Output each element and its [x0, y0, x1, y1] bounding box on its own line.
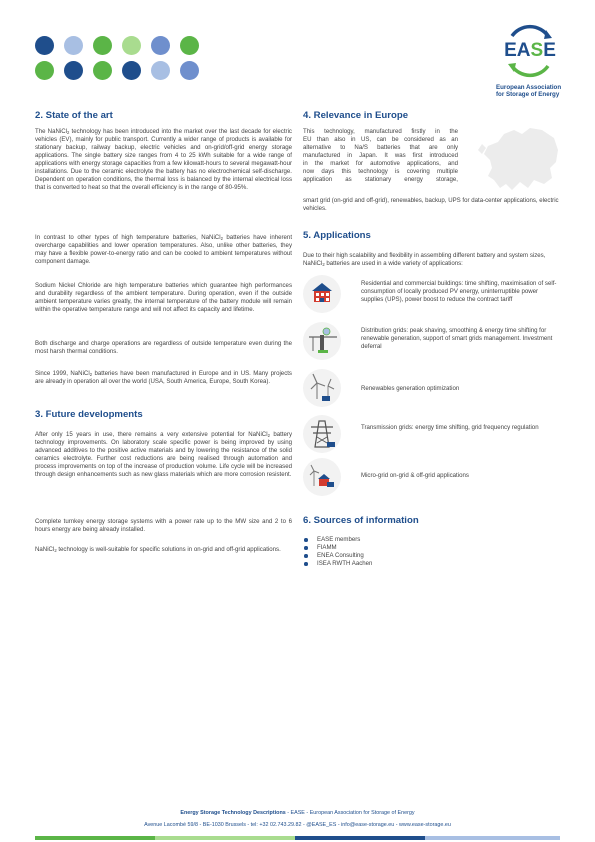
section-title-sources: 6. Sources of information [303, 515, 419, 526]
dot [35, 36, 54, 55]
section-title-future-developments: 3. Future developments [35, 409, 143, 420]
future-paragraph-3: NaNiCl$_2$ technology is well-suitable for specific solutions in on-grid and off-grid applications. [35, 546, 281, 553]
state-paragraph-2: In contrast to other types of high temperature batteries, NaNiCl$_2$ batteries have inherent overcharge capabilities and lower operation temperatures. Also, unlike other batteries, they may have a flexible power-to-energy ratio and can be cooled to ambient temperatures without component damage. [35, 234, 293, 266]
application-text-transmission: Transmission grids: energy time shifting, grid frequency regulation [361, 424, 539, 431]
relevance-line: EU than also in US, can be considered as an [303, 136, 458, 144]
footer-bar-segment [155, 836, 295, 840]
applications-intro: Due to their high scalability and flexibility in assembling different battery and system sizes, NaNiCl$_2$ batteries are used in a wide variety of applications: [303, 252, 546, 268]
europe-map-icon [470, 120, 562, 200]
relevance-line: This technology, manufactured firstly in the [303, 128, 458, 135]
state-paragraph-1: The NaNiCl$_2$ technology has been introduced into the market over the last decade for electric vehicles (EV), mainly for public transport. Currently a wider range of products is available for stationary backup, railway backup, electric vehicles and on-grid/off-grid energy storage applications. The single battery size ranges from 4 to 25 kWh suitable for a wide range of applications with energy storage capacities from a few kilowatt-hours to several megawatt-hour installations. Due to the ceramic electrolyte the battery has no electrochemical self-discharge. Dependent on operation conditions, the thermal loss is balanced by the internal electrical loss that is converted to heat so that the overall efficiency is in the range of 80-95%. [35, 128, 292, 192]
state-paragraph-5: Since 1999, NaNiCl$_2$ batteries have been manufactured in Europe and in US. Many projects are already in operation all over the world (USA, South America, Europe, South Korea). [35, 370, 292, 386]
dot [180, 36, 199, 55]
source-item: EASE members [303, 536, 372, 544]
dot [64, 61, 83, 80]
source-item: ENEA Consulting [303, 552, 372, 560]
wind-turbine-icon [303, 369, 341, 407]
section-title-state-of-the-art: 2. State of the art [35, 110, 113, 121]
state-paragraph-3: Sodium Nickel Chloride are high temperature batteries which guarantee high performances and durability regardless of the ambient temperature. During operation, even if the outside ambient temperature varies greatly, the internal temperature of the battery module will remain within the operative temperature range and will not affect its capacity and lifetime. [35, 282, 292, 314]
microgrid-icon [303, 458, 341, 496]
relevance-last-paragraph: smart grid (on-grid and off-grid), renewables, backup, UPS for data-center applications, electric vehicles. [303, 197, 559, 213]
dot [151, 61, 170, 80]
residential-building-icon [303, 275, 341, 313]
footer-bar-segment [35, 836, 155, 840]
dot [35, 61, 54, 80]
relevance-line: manufactured in Japan. It was first introduced [303, 152, 458, 160]
future-paragraph-1: After only 15 years in use, there remains a very extensive potential for NaNiCl$_2$ battery technology improvements. On laboratory scale specific power is being improved by using advanced additives to the positive active materials and by lowering the resistance of the solid ceramics electrolyte. Further cost reductions are being realised through automation and process improvements on top of the increase of production volume. Life cycle will be increased through design enhancements such as new glass materials which are more corrosion resistent. [35, 431, 293, 479]
transmission-tower-icon [303, 415, 341, 453]
section-title-applications: 5. Applications [303, 230, 371, 241]
application-text-residential: Residential and commercial buildings: time shifting, maximisation of self-consumption of locally produced PV energy, uninterruptible power supplies (UPS), power boost to reduce the contract tariff [361, 280, 557, 304]
relevance-line: alternative to Na/S batteries that are only [303, 144, 458, 152]
relevance-line: application as stationary energy storage, [303, 176, 458, 184]
dot [93, 36, 112, 55]
future-paragraph-2: Complete turnkey energy storage systems with a power rate up to the MW size and 2 to 6 hours energy are being already installed. [35, 518, 292, 534]
dot [93, 61, 112, 80]
relevance-line: now days this technology is covering multiple [303, 168, 458, 176]
footer-bar-segment [425, 836, 560, 840]
application-text-microgrid: Micro-grid on-grid & off-grid applications [361, 472, 469, 479]
section-title-relevance-in-europe: 4. Relevance in Europe [303, 110, 409, 121]
dot [122, 36, 141, 55]
dot [151, 36, 170, 55]
logo-wordmark: EASE [504, 40, 556, 61]
footer-bar-segment [295, 836, 425, 840]
sources-list [303, 536, 372, 568]
source-item: FIAMM [303, 544, 372, 552]
application-text-distribution: Distribution grids: peak shaving, smoothing & energy time shifting for renewable generation, support of smart grids management. Investment deferral [361, 327, 553, 351]
relevance-text-wrap [303, 128, 458, 184]
footer-contact: Avenue Lacombé 59/8 - BE-1030 Brussels - tel: +32 02.743.29.82 - @EASE_ES - info@ease-storage.eu - www.ease-storage.eu [144, 822, 451, 828]
logo-subtitle: European Association for Storage of Energy [496, 84, 562, 99]
footer-title: Energy Storage Technology Descriptions - EASE - European Association for Storage of Energy [180, 810, 415, 816]
dot [180, 61, 199, 80]
application-text-renewables: Renewables generation optimization [361, 385, 460, 392]
source-item: ISEA RWTH Aachen [303, 560, 372, 568]
dot [64, 36, 83, 55]
state-paragraph-4: Both discharge and charge operations are regardless of outside temperature even during the most harsh thermal conditions. [35, 340, 292, 356]
distribution-grid-icon [303, 322, 341, 360]
dot [122, 61, 141, 80]
relevance-line: in the market for automotive applications, and [303, 160, 458, 168]
